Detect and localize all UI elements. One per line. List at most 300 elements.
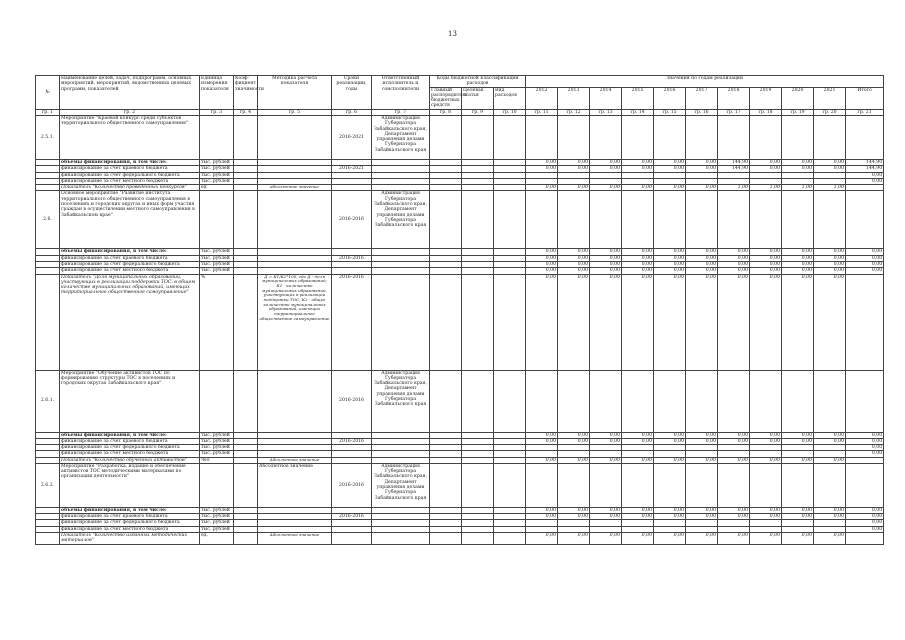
block-executor: Администрация Губернатора Забайкальского края, Департамент управления делами Губернатора Забайкальского края [372, 191, 430, 249]
empty-cell [526, 463, 558, 507]
row-unit: тыс. рублей [200, 159, 234, 165]
row-value: 0,00 [590, 166, 622, 172]
row-kbk [430, 274, 462, 370]
block-weight [234, 370, 258, 432]
row-value: 0,00 [814, 533, 846, 545]
block-number: 2.6.2. [36, 463, 60, 507]
empty-cell [782, 463, 814, 507]
row-value: 0,00 [558, 432, 590, 438]
row-value: 0,00 [526, 533, 558, 545]
row-value: 0,00 [558, 507, 590, 513]
header-name: Наименование целей, задач, подпрограмм, основных мероприятий, мероприятий, ведомственных целевых программ, показателей [60, 76, 200, 110]
row-value: 0,00 [526, 249, 558, 255]
row-total: 0,00 [846, 432, 884, 438]
row-value: 0,00 [750, 159, 782, 165]
empty-cell [430, 463, 462, 507]
row-total: 144,90 [846, 159, 884, 165]
row-years: 2016-2016 [332, 438, 372, 444]
row-value: 0,00 [750, 261, 782, 267]
row-value: 0,00 [686, 432, 718, 438]
row-value: 0,00 [590, 255, 622, 261]
empty-cell [494, 191, 526, 249]
row-name: финансирование за счет местного бюджета [60, 268, 200, 274]
row-value: 0,00 [814, 274, 846, 370]
row-value: 0,00 [526, 185, 558, 191]
row-executor [372, 533, 430, 545]
row-kbk [494, 274, 526, 370]
row-unit: тыс. рублей [200, 261, 234, 267]
table-row [36, 274, 884, 370]
row-value: 0,00 [558, 255, 590, 261]
row-total: 0,00 [846, 178, 884, 184]
row-total: 0,00 [846, 526, 884, 532]
row-years: 2016-2021 [332, 166, 372, 172]
row-value: 0,00 [654, 432, 686, 438]
empty-cell [686, 115, 718, 159]
row-value: 0,00 [654, 166, 686, 172]
row-name: финансирование за счет местного бюджета [60, 451, 200, 457]
block-header-row [36, 463, 884, 507]
row-unit: тыс. рублей [200, 451, 234, 457]
row-weight [234, 274, 258, 370]
empty-cell [430, 370, 462, 432]
empty-cell [590, 463, 622, 507]
block-executor: Администрация Губернатора Забайкальского края, Департамент управления делами Губернатора Забайкальского края [372, 115, 430, 159]
row-value: 0,00 [782, 159, 814, 165]
header-year: 2012 [526, 87, 558, 109]
row-value: 0,00 [686, 274, 718, 370]
empty-cell [590, 191, 622, 249]
row-value: 0,00 [590, 438, 622, 444]
column-number: гр. 4 [234, 109, 258, 115]
row-name: финансирование за счет краевого бюджета [60, 438, 200, 444]
row-num [36, 274, 60, 370]
row-value: 0,00 [526, 514, 558, 520]
empty-cell [814, 115, 846, 159]
row-unit: тыс. рублей [200, 432, 234, 438]
row-value: 0,00 [814, 268, 846, 274]
row-value: 0,00 [590, 268, 622, 274]
header-year: 2019 [750, 87, 782, 109]
empty-cell [782, 115, 814, 159]
empty-cell [750, 370, 782, 432]
row-weight [234, 533, 258, 545]
row-name: объемы финансирования, в том числе: [60, 159, 200, 165]
header-num: № [36, 76, 60, 110]
row-value: 0,00 [750, 457, 782, 463]
empty-cell [718, 191, 750, 249]
row-value: 0,00 [782, 261, 814, 267]
block-title: Основное мероприятие "Развитие института территориального общественного самоуправления в поселениях и городских округах и иных форм участия граждан в осуществлении местного самоуправления в Забайкальском крае" [60, 191, 200, 249]
row-value: 0,00 [654, 268, 686, 274]
block-years: 2016-2016 [332, 463, 372, 507]
row-unit: тыс. рублей [200, 445, 234, 451]
row-value: 0,00 [814, 261, 846, 267]
header-executor: Ответственный исполнитель и соисполнители [372, 76, 430, 110]
row-value: 0,00 [590, 249, 622, 255]
block-unit [200, 370, 234, 432]
row-total: 0,00 [846, 249, 884, 255]
header-years: Сроки реализации, годы [332, 76, 372, 110]
row-method: Д = К1/К2*100, где Д - доля муниципальных образований; К1 - количество муниципальных образований, участвующих в реализации поддержки ТОС; К2 - общее количество муниципальных образований, имеющих территориальное общественное самоуправление [258, 274, 332, 370]
row-value: 0,00 [558, 533, 590, 545]
row-value: 0,00 [654, 274, 686, 370]
column-number: гр. 16 [686, 109, 718, 115]
row-value: 0,00 [622, 274, 654, 370]
row-value: 0,00 [654, 185, 686, 191]
row-value: 0,00 [526, 166, 558, 172]
row-name: финансирование за счет федерального бюджета [60, 445, 200, 451]
row-value: 0,00 [814, 255, 846, 261]
row-name: финансирование за счет краевого бюджета [60, 514, 200, 520]
empty-cell [430, 191, 462, 249]
row-unit: тыс. рублей [200, 520, 234, 526]
row-value: 0,00 [814, 159, 846, 165]
header-year: 2013 [558, 87, 590, 109]
header-year: 2014 [590, 87, 622, 109]
row-value: 0,00 [814, 514, 846, 520]
row-value: 0,00 [718, 457, 750, 463]
row-name: Показатель "Количество проведенных конкурсов" [60, 185, 200, 191]
row-kbk [462, 274, 494, 370]
row-value: 0,00 [558, 249, 590, 255]
column-number: гр. 10 [494, 109, 526, 115]
row-unit: тыс. рублей [200, 438, 234, 444]
row-value: 0,00 [654, 507, 686, 513]
row-value: 0,00 [654, 438, 686, 444]
row-name: финансирование за счет краевого бюджета [60, 255, 200, 261]
row-value: 0,00 [718, 438, 750, 444]
row-total [846, 274, 884, 370]
row-name: финансирование за счет местного бюджета [60, 526, 200, 532]
column-number: гр. 6 [332, 109, 372, 115]
row-unit: % [200, 274, 234, 370]
row-unit: тыс. рублей [200, 255, 234, 261]
row-years: 2016-2016 [332, 255, 372, 261]
empty-cell [750, 115, 782, 159]
empty-cell [654, 463, 686, 507]
row-value: 1,00 [814, 185, 846, 191]
row-value: 1,00 [750, 185, 782, 191]
header-year: 2020 [782, 87, 814, 109]
row-value: 0,00 [782, 457, 814, 463]
row-value: 0,00 [686, 438, 718, 444]
row-value: 0,00 [590, 432, 622, 438]
empty-cell [558, 115, 590, 159]
row-value: 0,00 [622, 432, 654, 438]
empty-cell [686, 370, 718, 432]
header-kbk-type: Вид расходов [494, 87, 526, 109]
empty-cell [686, 463, 718, 507]
row-name: объемы финансирования, в том числе: [60, 432, 200, 438]
row-value: 0,00 [526, 268, 558, 274]
row-value: 0,00 [558, 514, 590, 520]
row-value: 0,00 [558, 438, 590, 444]
block-method [258, 115, 332, 159]
header-weight: Коэф-фициент значимости [234, 76, 258, 110]
empty-cell [622, 191, 654, 249]
empty-cell [462, 191, 494, 249]
row-value: 0,00 [718, 268, 750, 274]
column-number: гр. 17 [718, 109, 750, 115]
row-value: 0,00 [750, 255, 782, 261]
row-value: 0,00 [526, 255, 558, 261]
program-table [35, 75, 884, 545]
block-executor: Администрация Губернатора Забайкальского края, Департамент управления делами Губернатора Забайкальского края [372, 370, 430, 432]
row-method: абсолютное значение [258, 185, 332, 191]
empty-cell [494, 463, 526, 507]
row-name: объемы финансирования, в том числе: [60, 249, 200, 255]
row-value: 0,00 [686, 185, 718, 191]
empty-cell [494, 370, 526, 432]
row-value: 0,00 [654, 159, 686, 165]
empty-cell [846, 463, 884, 507]
empty-cell [654, 115, 686, 159]
row-value: 0,00 [622, 533, 654, 545]
row-value: 0,00 [590, 261, 622, 267]
row-kbk [430, 533, 462, 545]
row-value: 0,00 [750, 268, 782, 274]
block-years: 2016-2021 [332, 115, 372, 159]
row-executor [372, 274, 430, 370]
empty-cell [686, 191, 718, 249]
block-unit [200, 115, 234, 159]
row-name: объемы финансирования, в том числе: [60, 507, 200, 513]
header-budget-group: Коды бюджетной классификации расходов [430, 76, 526, 88]
row-num [36, 533, 60, 545]
row-value: 0,00 [686, 457, 718, 463]
row-total: 0,00 [846, 172, 884, 178]
column-number: гр. 21 [846, 109, 884, 115]
block-method [258, 191, 332, 249]
row-value: 0,00 [686, 268, 718, 274]
row-value: 0,00 [654, 514, 686, 520]
row-name: Показатель "Количество изданных методических материалов" [60, 533, 200, 545]
row-value: 0,00 [814, 432, 846, 438]
row-name: финансирование за счет федерального бюджета [60, 261, 200, 267]
empty-cell [814, 463, 846, 507]
row-value: 0,00 [814, 166, 846, 172]
row-value: 0,00 [782, 533, 814, 545]
row-value: 1,00 [718, 185, 750, 191]
empty-cell [782, 370, 814, 432]
block-weight [234, 191, 258, 249]
row-value: 0,00 [622, 185, 654, 191]
row-value: 0,00 [750, 514, 782, 520]
empty-cell [526, 191, 558, 249]
row-value: 0,00 [526, 507, 558, 513]
block-weight [234, 463, 258, 507]
row-kbk [494, 533, 526, 545]
row-value: 0,00 [590, 507, 622, 513]
block-unit [200, 463, 234, 507]
empty-cell [526, 115, 558, 159]
empty-cell [622, 115, 654, 159]
header-year: 2021 [814, 87, 846, 109]
row-value: 0,00 [654, 533, 686, 545]
empty-cell [814, 191, 846, 249]
row-value: 0,00 [782, 255, 814, 261]
row-years [332, 533, 372, 545]
row-value: 0,00 [590, 274, 622, 370]
row-value: 0,00 [622, 261, 654, 267]
empty-cell [462, 370, 494, 432]
empty-cell [462, 115, 494, 159]
row-value: 0,00 [686, 533, 718, 545]
block-number: 2.6. [36, 191, 60, 249]
row-value: 0,00 [590, 514, 622, 520]
column-number: гр. 13 [590, 109, 622, 115]
row-method: Абсолютное значение [258, 533, 332, 545]
row-value: 0,00 [718, 507, 750, 513]
empty-cell [654, 191, 686, 249]
row-value: 0,00 [718, 432, 750, 438]
empty-cell [846, 191, 884, 249]
row-unit: тыс. рублей [200, 166, 234, 172]
empty-cell [846, 370, 884, 432]
row-value: 0,00 [750, 249, 782, 255]
row-value: 0,00 [750, 274, 782, 370]
column-number: гр. 20 [814, 109, 846, 115]
block-years: 2016-2016 [332, 370, 372, 432]
row-total: 0,00 [846, 438, 884, 444]
header-year: 2017 [686, 87, 718, 109]
row-value: 0,00 [622, 507, 654, 513]
column-number: гр. 7 [372, 109, 430, 115]
empty-cell [654, 370, 686, 432]
row-total: 0,00 [846, 507, 884, 513]
row-value: 0,00 [622, 457, 654, 463]
empty-cell [718, 463, 750, 507]
row-value: 0,00 [622, 255, 654, 261]
row-value: 0,00 [654, 261, 686, 267]
row-value: 0,00 [814, 457, 846, 463]
row-value: 0,00 [686, 507, 718, 513]
empty-cell [462, 463, 494, 507]
header-total: Итого [846, 87, 884, 109]
row-value: 0,00 [558, 268, 590, 274]
row-value: 0,00 [750, 432, 782, 438]
header-kbk-target: Целевая статья [462, 87, 494, 109]
empty-cell [622, 463, 654, 507]
empty-cell [718, 115, 750, 159]
row-value: 0,00 [526, 274, 558, 370]
row-value: 0,00 [526, 261, 558, 267]
row-years: 2016-2016 [332, 514, 372, 520]
row-value: 0,00 [622, 166, 654, 172]
row-value: 0,00 [718, 249, 750, 255]
column-number: гр. 5 [258, 109, 332, 115]
row-value: 0,00 [622, 438, 654, 444]
block-years: 2016-2016 [332, 191, 372, 249]
row-value: 0,00 [526, 457, 558, 463]
row-value: 0,00 [590, 159, 622, 165]
row-total: 0,00 [846, 268, 884, 274]
row-value: 0,00 [814, 438, 846, 444]
row-name: Показатель "Количество обученных активистов" [60, 457, 200, 463]
column-number: гр. 18 [750, 109, 782, 115]
row-name: Показатель "Доля муниципальных образований, участвующих в реализации поддержки ТОС, в общем количестве муниципальных образований, имеющих территориальное общественное самоуправление" [60, 274, 200, 370]
row-total: 0,00 [846, 445, 884, 451]
empty-cell [558, 463, 590, 507]
row-total: 144,90 [846, 166, 884, 172]
block-method [258, 370, 332, 432]
empty-cell [494, 115, 526, 159]
header-year: 2016 [654, 87, 686, 109]
empty-cell [782, 191, 814, 249]
row-value: 0,00 [782, 249, 814, 255]
header-unit: Единица измерения показателя [200, 76, 234, 110]
header-method: Методика расчета показателя [258, 76, 332, 110]
empty-cell [750, 463, 782, 507]
empty-cell [622, 370, 654, 432]
row-unit: тыс. рублей [200, 249, 234, 255]
row-value: 0,00 [622, 249, 654, 255]
row-value: 0,00 [718, 255, 750, 261]
row-value: 0,00 [558, 185, 590, 191]
block-weight [234, 115, 258, 159]
empty-cell [750, 191, 782, 249]
row-kbk [462, 533, 494, 545]
row-total: 0,00 [846, 261, 884, 267]
row-value: 0,00 [814, 249, 846, 255]
row-value: 144,90 [718, 159, 750, 165]
page-number: 13 [448, 30, 457, 38]
empty-cell [558, 191, 590, 249]
block-method: Абсолютное значение [258, 463, 332, 507]
row-unit: тыс. рублей [200, 507, 234, 513]
row-value: 1,00 [782, 185, 814, 191]
empty-cell [526, 370, 558, 432]
column-number: гр. 2 [60, 109, 200, 115]
block-title: Мероприятие "Обучение активистов ТОС по формированию структуры ТОС в поселениях и городских округах Забайкальского края" [60, 370, 200, 432]
row-value: 0,00 [558, 457, 590, 463]
row-value: 144,90 [718, 166, 750, 172]
row-total: 0,00 [846, 514, 884, 520]
row-value: 0,00 [750, 166, 782, 172]
row-name: финансирование за счет местного бюджета [60, 178, 200, 184]
row-value: 0,00 [686, 166, 718, 172]
column-number: гр. 11 [526, 109, 558, 115]
row-value: 0,00 [590, 533, 622, 545]
row-value: 0,00 [622, 159, 654, 165]
column-number: гр. 8 [430, 109, 462, 115]
header-year: 2018 [718, 87, 750, 109]
block-executor: Администрация Губернатора Забайкальского края, Департамент управления делами Губернатора Забайкальского края [372, 463, 430, 507]
row-value: 0,00 [558, 166, 590, 172]
column-number: гр. 3 [200, 109, 234, 115]
header-year: 2015 [622, 87, 654, 109]
row-value: 0,00 [782, 514, 814, 520]
row-value: 0,00 [526, 438, 558, 444]
row-value: 0,00 [654, 255, 686, 261]
block-title: Мероприятие "Разработка, издание и обеспечение активистов ТОС методическими материалами по организации деятельности" [60, 463, 200, 507]
column-number: гр. 14 [622, 109, 654, 115]
row-value: 0,00 [782, 507, 814, 513]
row-value: 0,00 [814, 507, 846, 513]
row-unit: тыс. рублей [200, 178, 234, 184]
row-value: 0,00 [558, 261, 590, 267]
row-value: 0,00 [526, 159, 558, 165]
row-value: 0,00 [718, 514, 750, 520]
row-value: 0,00 [686, 249, 718, 255]
row-value: 0,00 [590, 185, 622, 191]
row-total: 0,00 [846, 451, 884, 457]
column-number: гр. 15 [654, 109, 686, 115]
row-unit: тыс. рублей [200, 514, 234, 520]
row-value: 0,00 [590, 457, 622, 463]
row-value: 0,00 [718, 274, 750, 370]
